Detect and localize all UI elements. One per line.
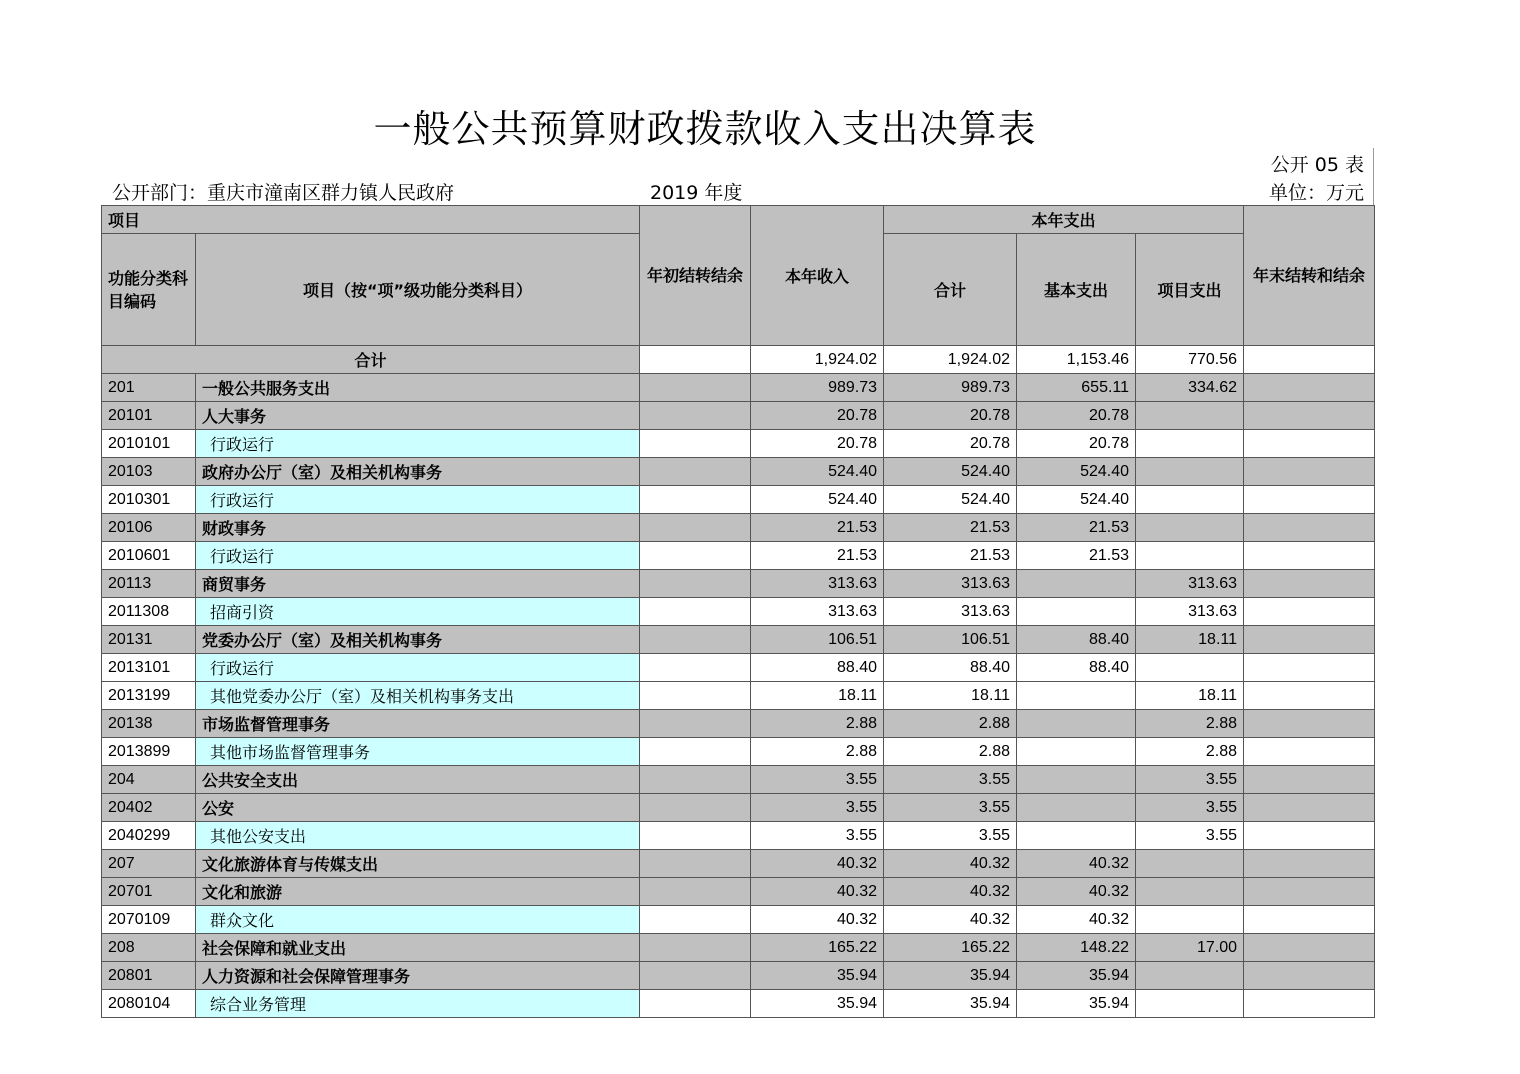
header-begin-balance: 年初结转结余 [640,206,751,346]
row-expense-project [1136,850,1244,878]
row-code: 2010101 [102,430,196,458]
row-end-balance [1244,794,1375,822]
row-expense-total: 2.88 [884,738,1017,766]
row-income: 2.88 [751,738,884,766]
table-row [102,850,1375,878]
fiscal-year: 2019 年度 [650,182,743,204]
department-label: 公开部门：重庆市潼南区群力镇人民政府 [112,182,455,204]
row-income: 524.40 [751,486,884,514]
table-row [102,766,1375,794]
row-end-balance [1244,878,1375,906]
row-name: 其他市场监督管理事务 [196,738,640,766]
row-code: 20801 [102,962,196,990]
row-end-balance [1244,822,1375,850]
row-name: 行政运行 [196,542,640,570]
row-code: 20103 [102,458,196,486]
table-row [102,570,1375,598]
row-end-balance [1244,710,1375,738]
row-begin-balance [640,458,751,486]
budget-table [101,205,1375,1018]
row-expense-total: 2.88 [884,710,1017,738]
table-row [102,878,1375,906]
row-begin-balance [640,542,751,570]
row-code: 2011308 [102,598,196,626]
row-expense-basic: 148.22 [1017,934,1136,962]
row-code: 204 [102,766,196,794]
table-row [102,990,1375,1018]
row-expense-project: 17.00 [1136,934,1244,962]
table-row [102,962,1375,990]
row-expense-basic: 40.32 [1017,850,1136,878]
row-expense-project: 18.11 [1136,682,1244,710]
row-expense-basic: 40.32 [1017,906,1136,934]
row-end-balance [1244,682,1375,710]
row-income: 35.94 [751,990,884,1018]
row-expense-total: 18.11 [884,682,1017,710]
total-label: 合计 [102,346,640,374]
row-begin-balance [640,486,751,514]
row-name: 招商引资 [196,598,640,626]
row-income: 313.63 [751,570,884,598]
total-income: 1,924.02 [751,346,884,374]
row-code: 207 [102,850,196,878]
row-begin-balance [640,374,751,402]
row-begin-balance [640,402,751,430]
row-end-balance [1244,766,1375,794]
header-name: 项目（按“项”级功能分类科目） [196,234,640,346]
table-row [102,710,1375,738]
table-row [102,542,1375,570]
row-expense-project: 334.62 [1136,374,1244,402]
row-expense-project [1136,906,1244,934]
row-name: 人大事务 [196,402,640,430]
row-begin-balance [640,598,751,626]
row-expense-project: 18.11 [1136,626,1244,654]
header-expense-project: 项目支出 [1136,234,1244,346]
row-name: 公共安全支出 [196,766,640,794]
row-end-balance [1244,850,1375,878]
row-expense-project [1136,430,1244,458]
row-begin-balance [640,934,751,962]
row-begin-balance [640,990,751,1018]
row-code: 2013199 [102,682,196,710]
header-income: 本年收入 [751,206,884,346]
row-begin-balance [640,570,751,598]
row-expense-basic [1017,710,1136,738]
table-row [102,626,1375,654]
row-end-balance [1244,990,1375,1018]
row-end-balance [1244,626,1375,654]
row-expense-project [1136,654,1244,682]
row-expense-total: 106.51 [884,626,1017,654]
row-expense-project: 2.88 [1136,710,1244,738]
row-expense-total: 3.55 [884,822,1017,850]
row-expense-total: 40.32 [884,906,1017,934]
row-name: 社会保障和就业支出 [196,934,640,962]
row-income: 106.51 [751,626,884,654]
row-expense-total: 21.53 [884,542,1017,570]
row-code: 20101 [102,402,196,430]
row-expense-project: 313.63 [1136,598,1244,626]
row-expense-basic [1017,738,1136,766]
row-end-balance [1244,542,1375,570]
row-end-balance [1244,402,1375,430]
row-income: 88.40 [751,654,884,682]
table-row [102,514,1375,542]
row-expense-basic [1017,822,1136,850]
row-expense-total: 35.94 [884,962,1017,990]
row-code: 208 [102,934,196,962]
row-end-balance [1244,514,1375,542]
row-name: 一般公共服务支出 [196,374,640,402]
row-code: 201 [102,374,196,402]
row-expense-basic: 21.53 [1017,542,1136,570]
row-begin-balance [640,906,751,934]
row-expense-basic: 20.78 [1017,402,1136,430]
row-income: 989.73 [751,374,884,402]
row-name: 商贸事务 [196,570,640,598]
row-code: 20106 [102,514,196,542]
row-code: 2013899 [102,738,196,766]
row-expense-total: 165.22 [884,934,1017,962]
row-income: 21.53 [751,542,884,570]
row-begin-balance [640,738,751,766]
table-row [102,822,1375,850]
row-income: 2.88 [751,710,884,738]
row-income: 20.78 [751,430,884,458]
row-name: 人力资源和社会保障管理事务 [196,962,640,990]
row-expense-total: 313.63 [884,598,1017,626]
row-begin-balance [640,794,751,822]
header-expense-group: 本年支出 [884,206,1244,234]
row-income: 3.55 [751,766,884,794]
row-expense-basic [1017,682,1136,710]
row-expense-project [1136,458,1244,486]
table-row [102,430,1375,458]
row-income: 524.40 [751,458,884,486]
row-code: 2010301 [102,486,196,514]
row-code: 2013101 [102,654,196,682]
row-begin-balance [640,654,751,682]
row-name: 行政运行 [196,654,640,682]
row-name: 综合业务管理 [196,990,640,1018]
header-code: 功能分类科目编码 [102,234,196,346]
unit-label: 单位：万元 [1268,182,1364,204]
row-expense-total: 989.73 [884,374,1017,402]
row-end-balance [1244,458,1375,486]
row-expense-basic: 20.78 [1017,430,1136,458]
row-code: 20131 [102,626,196,654]
row-end-balance [1244,598,1375,626]
row-expense-basic [1017,766,1136,794]
header-expense-basic: 基本支出 [1017,234,1136,346]
row-code: 2010601 [102,542,196,570]
row-income: 20.78 [751,402,884,430]
row-code: 20701 [102,878,196,906]
row-income: 165.22 [751,934,884,962]
row-begin-balance [640,822,751,850]
row-end-balance [1244,570,1375,598]
row-begin-balance [640,514,751,542]
table-row [102,402,1375,430]
row-expense-project: 3.55 [1136,794,1244,822]
row-expense-basic: 88.40 [1017,626,1136,654]
row-end-balance [1244,654,1375,682]
row-end-balance [1244,738,1375,766]
row-name: 政府办公厅（室）及相关机构事务 [196,458,640,486]
row-begin-balance [640,682,751,710]
row-income: 35.94 [751,962,884,990]
row-expense-basic: 524.40 [1017,458,1136,486]
row-income: 3.55 [751,794,884,822]
row-code: 20138 [102,710,196,738]
row-name: 文化旅游体育与传媒支出 [196,850,640,878]
row-name: 公安 [196,794,640,822]
sheet-edge-divider [1373,148,1374,206]
row-expense-project [1136,486,1244,514]
row-expense-project: 313.63 [1136,570,1244,598]
row-name: 市场监督管理事务 [196,710,640,738]
row-expense-total: 21.53 [884,514,1017,542]
row-income: 40.32 [751,878,884,906]
total-end-balance [1244,346,1375,374]
row-end-balance [1244,374,1375,402]
row-name: 其他公安支出 [196,822,640,850]
row-expense-basic [1017,570,1136,598]
row-expense-basic: 524.40 [1017,486,1136,514]
row-name: 群众文化 [196,906,640,934]
row-name: 其他党委办公厅（室）及相关机构事务支出 [196,682,640,710]
row-code: 20113 [102,570,196,598]
row-end-balance [1244,934,1375,962]
table-row [102,738,1375,766]
row-expense-project [1136,402,1244,430]
row-expense-basic [1017,794,1136,822]
row-income: 3.55 [751,822,884,850]
table-row [102,598,1375,626]
table-row [102,934,1375,962]
header-end-balance: 年末结转和结余 [1244,206,1375,346]
row-end-balance [1244,430,1375,458]
row-income: 40.32 [751,850,884,878]
row-code: 2080104 [102,990,196,1018]
row-name: 行政运行 [196,486,640,514]
row-expense-project [1136,962,1244,990]
total-begin-balance [640,346,751,374]
row-income: 40.32 [751,906,884,934]
table-row [102,374,1375,402]
row-name: 行政运行 [196,430,640,458]
row-code: 20402 [102,794,196,822]
table-row [102,906,1375,934]
row-expense-total: 20.78 [884,430,1017,458]
row-expense-basic: 88.40 [1017,654,1136,682]
row-income: 18.11 [751,682,884,710]
row-expense-project [1136,514,1244,542]
total-expense-project: 770.56 [1136,346,1244,374]
total-expense-basic: 1,153.46 [1017,346,1136,374]
report-title: 一般公共预算财政拨款收入支出决算表 [373,107,1037,151]
table-row [102,654,1375,682]
header-item: 项目 [102,206,640,234]
row-expense-total: 20.78 [884,402,1017,430]
total-row [102,346,1375,374]
row-expense-project: 2.88 [1136,738,1244,766]
row-expense-basic: 40.32 [1017,878,1136,906]
row-expense-project [1136,542,1244,570]
row-begin-balance [640,710,751,738]
row-end-balance [1244,962,1375,990]
row-expense-basic [1017,598,1136,626]
row-expense-total: 88.40 [884,654,1017,682]
row-expense-basic: 35.94 [1017,990,1136,1018]
row-begin-balance [640,850,751,878]
table-row [102,682,1375,710]
row-expense-total: 313.63 [884,570,1017,598]
table-row [102,458,1375,486]
row-expense-basic: 21.53 [1017,514,1136,542]
row-begin-balance [640,962,751,990]
row-income: 21.53 [751,514,884,542]
row-end-balance [1244,486,1375,514]
row-expense-total: 40.32 [884,850,1017,878]
row-end-balance [1244,906,1375,934]
row-expense-total: 3.55 [884,794,1017,822]
row-name: 党委办公厅（室）及相关机构事务 [196,626,640,654]
row-expense-basic: 35.94 [1017,962,1136,990]
row-expense-project [1136,990,1244,1018]
table-row [102,794,1375,822]
row-expense-total: 524.40 [884,458,1017,486]
total-expense-total: 1,924.02 [884,346,1017,374]
row-expense-project [1136,878,1244,906]
row-income: 313.63 [751,598,884,626]
row-code: 2040299 [102,822,196,850]
row-expense-basic: 655.11 [1017,374,1136,402]
row-begin-balance [640,766,751,794]
row-code: 2070109 [102,906,196,934]
row-name: 财政事务 [196,514,640,542]
row-expense-total: 40.32 [884,878,1017,906]
row-expense-total: 524.40 [884,486,1017,514]
header-expense-total: 合计 [884,234,1017,346]
table-row [102,486,1375,514]
row-expense-project: 3.55 [1136,766,1244,794]
row-begin-balance [640,878,751,906]
row-begin-balance [640,430,751,458]
row-expense-project: 3.55 [1136,822,1244,850]
row-name: 文化和旅游 [196,878,640,906]
form-number: 公开 05 表 [1270,154,1364,176]
row-expense-total: 3.55 [884,766,1017,794]
row-expense-total: 35.94 [884,990,1017,1018]
row-begin-balance [640,626,751,654]
